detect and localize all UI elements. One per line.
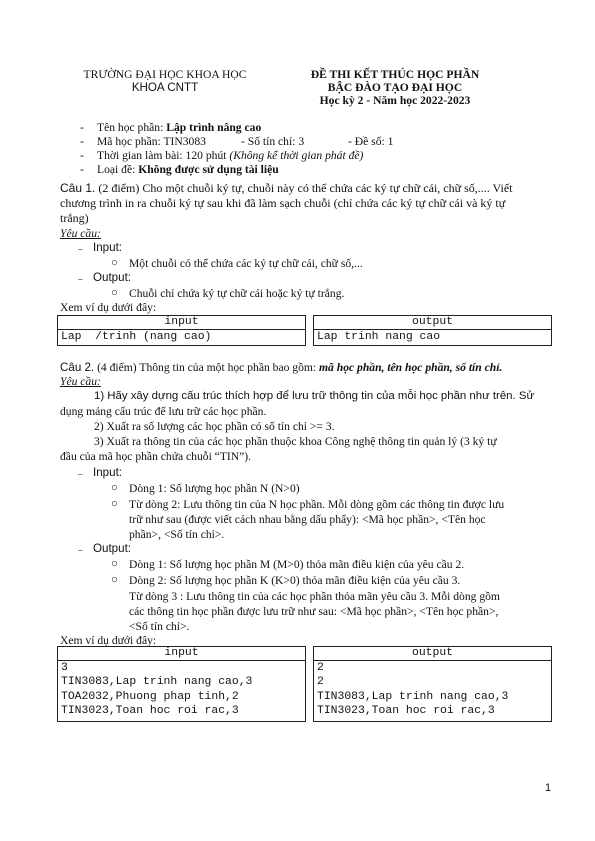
q2-output-box: output 2 2 TIN3083,Lap trinh nang cao,3 TIN3023,Toan hoc roi rac,3 — [313, 646, 552, 722]
school-name: TRƯỜNG ĐẠI HỌC KHOA HỌC KHOA CNTT — [83, 68, 247, 94]
q1-requirements-label: Yêu cầu: — [60, 227, 101, 240]
q2-input-box: input 3 TIN3083,Lap trinh nang cao,3 TOA2032,Phuong phap tinh,2 TIN3023,Toan hoc roi rac,3 — [57, 646, 306, 722]
exam-title: ĐỀ THI KẾT THÚC HỌC PHẦN BẬC ĐÀO TẠO ĐẠI HỌC Học kỳ 2 - Năm học 2022-2023 — [310, 68, 480, 107]
q1-output-box: output Lap trinh nang cao — [313, 315, 552, 346]
course-name: Tên học phần: Lập trình nâng cao — [97, 121, 262, 134]
q2-requirements-label: Yêu cầu: — [60, 375, 101, 388]
page-number: 1 — [545, 782, 552, 794]
exam-number: - Đề số: 1 — [348, 135, 394, 148]
exam-type: Loại đề: Không được sử dụng tài liệu — [97, 163, 279, 176]
course-code: Mã học phần: TIN3083 — [97, 135, 206, 148]
credits: - Số tín chỉ: 3 — [241, 135, 305, 148]
q1-input-box: input Lap /trinh (nang cao) — [57, 315, 306, 346]
exam-time: Thời gian làm bài: 120 phút (Không kể thời gian phát đề) — [97, 149, 364, 162]
